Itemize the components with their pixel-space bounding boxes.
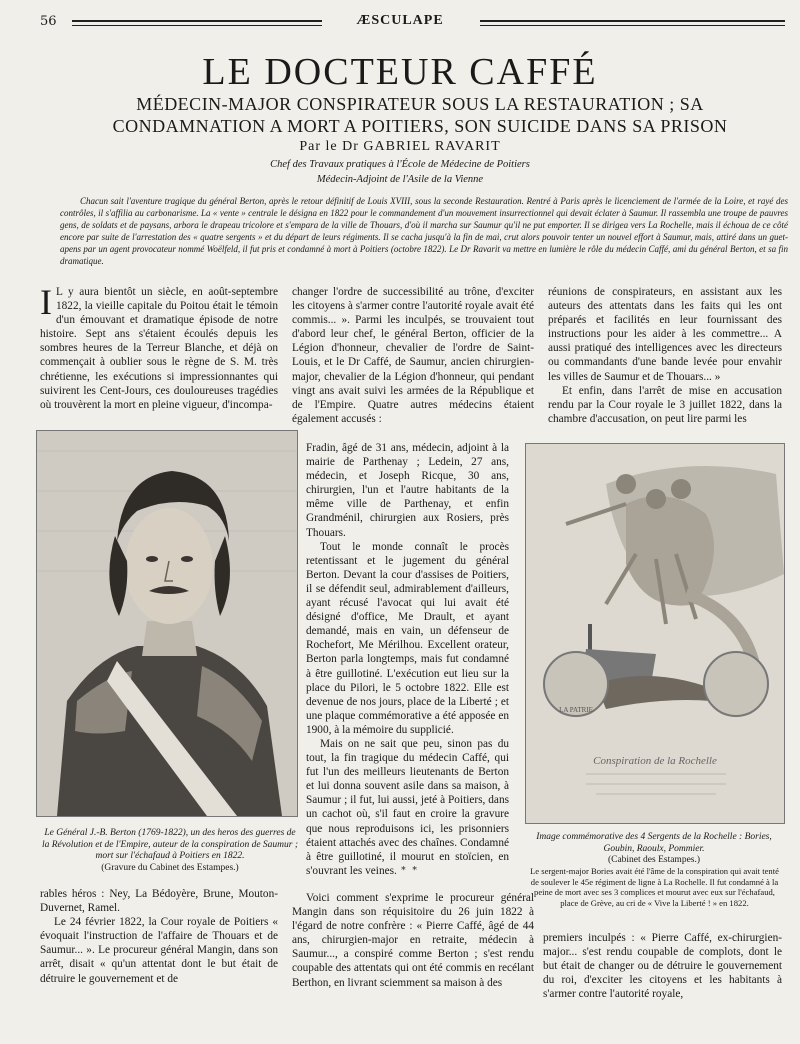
col3-top-p2: Et enfin, dans l'arrêt de mise en accusation rendu par la Cour royale le 3 juillet 1822, dans la chambre d'accusation, on peut lire parmi les — [548, 384, 782, 425]
article-subtitle: MÉDECIN-MAJOR CONSPIRATEUR SOUS LA RESTAURATION ; SA CONDAMNATION A MORT A POITIERS, SON SUICIDE DANS SA PRISON — [112, 94, 728, 136]
journal-name: ÆSCULAPE — [356, 13, 444, 28]
abstract: Chacun sait l'aventure tragique du général Berton, après le retour définitif de Louis XVIII, sous la seconde Restauration. Rentré à Paris après le licenciement de l'armée de la Loire, et rayé des contrôles, il s'affilia au carbonarisme. La « vente » centrale le désigna en 1822 pour le commandement d'un mouvement insurrectionnel qui devait éclater à Saumur. Il rassembla une troupe de pauvres gens, de soldats et de paysans, arbora le drapeau tricolore et s'empara de la ville de Thouars, d'où il marcha sur Saumur qu'il ne put emporter. Il se dirigea vers La Rochelle, mais il échoua de ce côté encore par suite de l'arrestation des « quatre sergents » et du départ de leurs régiments. Il se cacha jusqu'à la fin de mai, crut alors pouvoir tenter un nouvel effort à Saumur, mais, attiré dans un guet-apens par un agent provocateur nommé Woëlfeld, il fut pris et condamné à mort à Poitiers (octobre 1822). Le Dr Ravarit va mettre en lumière le rôle du médecin Caffé, ami du général Berton, et sa fin dramatique. — [60, 196, 788, 266]
portrait-caption-text: Le Général J.-B. Berton (1769-1822), un des heros des guerres de la Révolution et de l'Empire, auteur de la conspiration de Saumur ; mort sur l'échafaud à Poitiers en 1822. — [41, 828, 299, 861]
col2-bottom-text: Voici comment s'exprime le procureur général Mangin dans son réquisitoire du 26 juin 1822 à l'égard de notre confrère : « Pierre Caffé, âgé de 44 ans, chirurgien-major en retraite, médecin à Saumur..., a conspiré comme Berton ; s'est rendu coupable des attentats qui ont été commis en recélant Berthon, en livrant sciemment sa maison à des — [292, 892, 534, 989]
portrait-caption — [40, 828, 300, 874]
col2-top-text: changer l'ordre de successibilité au trône, d'exciter les citoyens à s'armer contre l'autorité royale avait été commis... ». Parmi les inculpés, se trouvaient tout d'abord leur chef, le général Berton, officier de la Légion d'honneur, chevalier de l'ordre de Saint-Louis, et le Dr Caffé, de Saumur, ancien chirurgien-major, chevalier de la Légion d'honneur, qui pendant vingt ans avait suivi les armées de la République et de l'Empire. Quatre autres médecins étaient également accusés : — [292, 286, 534, 425]
column-3-bottom — [543, 931, 782, 1001]
col2-mid-p2: Tout le monde connaît le procès retentissant et le jugement du général Berton. Devant la cour d'assises de Poitiers, il se défendit seul, admirablement d'ailleurs, ayant récusé l'avocat qui lui avait été désigné d'office, Me Drault, et ayant demandé, mais en vain, un défenseur de Rochefort, Me Mérilhou. Excellent orateur, Berton parla longtemps, mais fut condamné à être guillotiné. L'exécution eut lieu sur la place du Pilori, le 5 octobre 1822. Elle est devenue de nos jours, place de la Liberté ; et une plaque commémorative a été apposée en 1900, à la mémoire du supplicié. — [306, 540, 509, 736]
sergeants-credit: (Cabinet des Estampes.) — [607, 855, 701, 865]
medallion-label: LA PATRIE — [559, 706, 593, 714]
header-rule-right — [480, 20, 785, 26]
page-number: 56 — [40, 14, 57, 29]
drop-cap: I — [40, 282, 52, 322]
author-line: Par le Dr GABRIEL RAVARIT — [299, 139, 501, 154]
column-2-bottom — [292, 891, 534, 990]
col1-bottom-p1: rables héros : Ney, La Bédoyère, Brune, Mouton-Duvernet, Ramel. — [40, 888, 278, 915]
column-1-bottom — [40, 887, 278, 986]
author-affiliation-1: Chef des Travaux pratiques à l'École de Médecine de Poitiers — [270, 159, 530, 170]
col3-bottom-text: premiers inculpés : « Pierre Caffé, ex-chirurgien-major... s'est rendu coupable de complots, dont le but était de changer ou de détruire le gouvernement du roi, d'exciter les citoyens et les habitants à s'armer contre l'autorité royale, — [543, 932, 782, 1001]
sergeants-engraving — [526, 444, 784, 823]
column-1-top — [40, 282, 278, 412]
column-3-top — [548, 285, 782, 426]
portrait-engraving — [37, 431, 297, 816]
column-2-top — [292, 285, 534, 426]
col3-top-p1: réunions de conspirateurs, en assistant aux les auteurs des attentats dans les faits qui les ont préparés et facilités en leur fournissant des instructions pour les aider à les commettre... A aussi pratiqué des intelligences avec les directeurs ou commandants d'une bande levée pour envahir les villes de Saumur et de Thouars... » — [548, 286, 782, 383]
portrait-figure — [36, 430, 298, 817]
column-2-middle — [306, 441, 509, 878]
portrait-credit: (Gravure du Cabinet des Estampes.) — [101, 862, 239, 873]
col2-mid-p3: Mais on ne sait que peu, sinon pas du tout, la fin tragique du médecin Caffé, qui fut l'un des meilleurs lieutenants de Berton et lui donna souvent asile dans sa maison, à Saumur ; il fut, lui aussi, jeté à Poitiers, dans un cachot où, s'il faut en croire la gravure que nous reproduisons ici, les prisonniers étaient attachés avec des chaînes. Condamné à être guillotiné, il mourut en stoïcien, en s'ouvrant les veines. — [306, 737, 509, 877]
sergeants-caption — [520, 832, 788, 867]
section-separator: * * — [401, 866, 419, 876]
sergeants-note: Le sergent-major Bories avait été l'âme de la conspiration qui avait tenté de soulever le 45e régiment de ligne à La Rochelle. Il fut condamné à la peine de mort avec ses 3 complices et mourut avec eux sur l'échafaud, place de Grève, au cri de « Vive la Liberté ! » en 1822. — [530, 866, 779, 908]
sergeants-caption-text: Image commémorative des 4 Sergents de la Rochelle : Bories, Goubin, Raoulx, Pommier. — [536, 832, 772, 854]
sergeants-figure — [525, 443, 785, 824]
header-rule-left — [72, 20, 322, 26]
engraving-label: Conspiration de la Rochelle — [593, 755, 717, 767]
col1-bottom-p2: Le 24 février 1822, la Cour royale de Poitiers « évoquait l'instruction de l'affaire de Thouars et de Saumur... ». Le procureur général Mangin, dans son arrêt, disait « qu'un attentat dont le but était de détruire le gouvernement et de — [40, 916, 278, 985]
col2-mid-p1: Fradin, âgé de 31 ans, médecin, adjoint à la mairie de Parthenay ; Ledein, 27 ans, médecin, et Joseph Ricque, 30 ans, chirurgien, l'un et l'autre habitants de la même ville de Parthenay, et enfin Grandménil, chirurgien aux Rosiers, près Thouars. — [306, 442, 509, 539]
intro-paragraph: L y aura bientôt un siècle, en août-septembre 1822, la vieille capitale du Poitou était le témoin d'un émouvant et dramatique épisode de notre histoire. Sept ans s'étaient écoulés depuis les sombres heures de la Terreur Blanche, et déjà on commençait à oublier sous le règne de S. M. très chrétienne, les exécutions si impressionnantes qui suivirent les Cent-Jours, ces douloureuses tragédies où trouvèrent la mort en pleine vigueur, d'incompa- — [40, 286, 278, 411]
article-title: LE DOCTEUR CAFFÉ — [202, 51, 598, 93]
author-affiliation-2: Médecin-Adjoint de l'Asile de la Vienne — [316, 174, 484, 185]
